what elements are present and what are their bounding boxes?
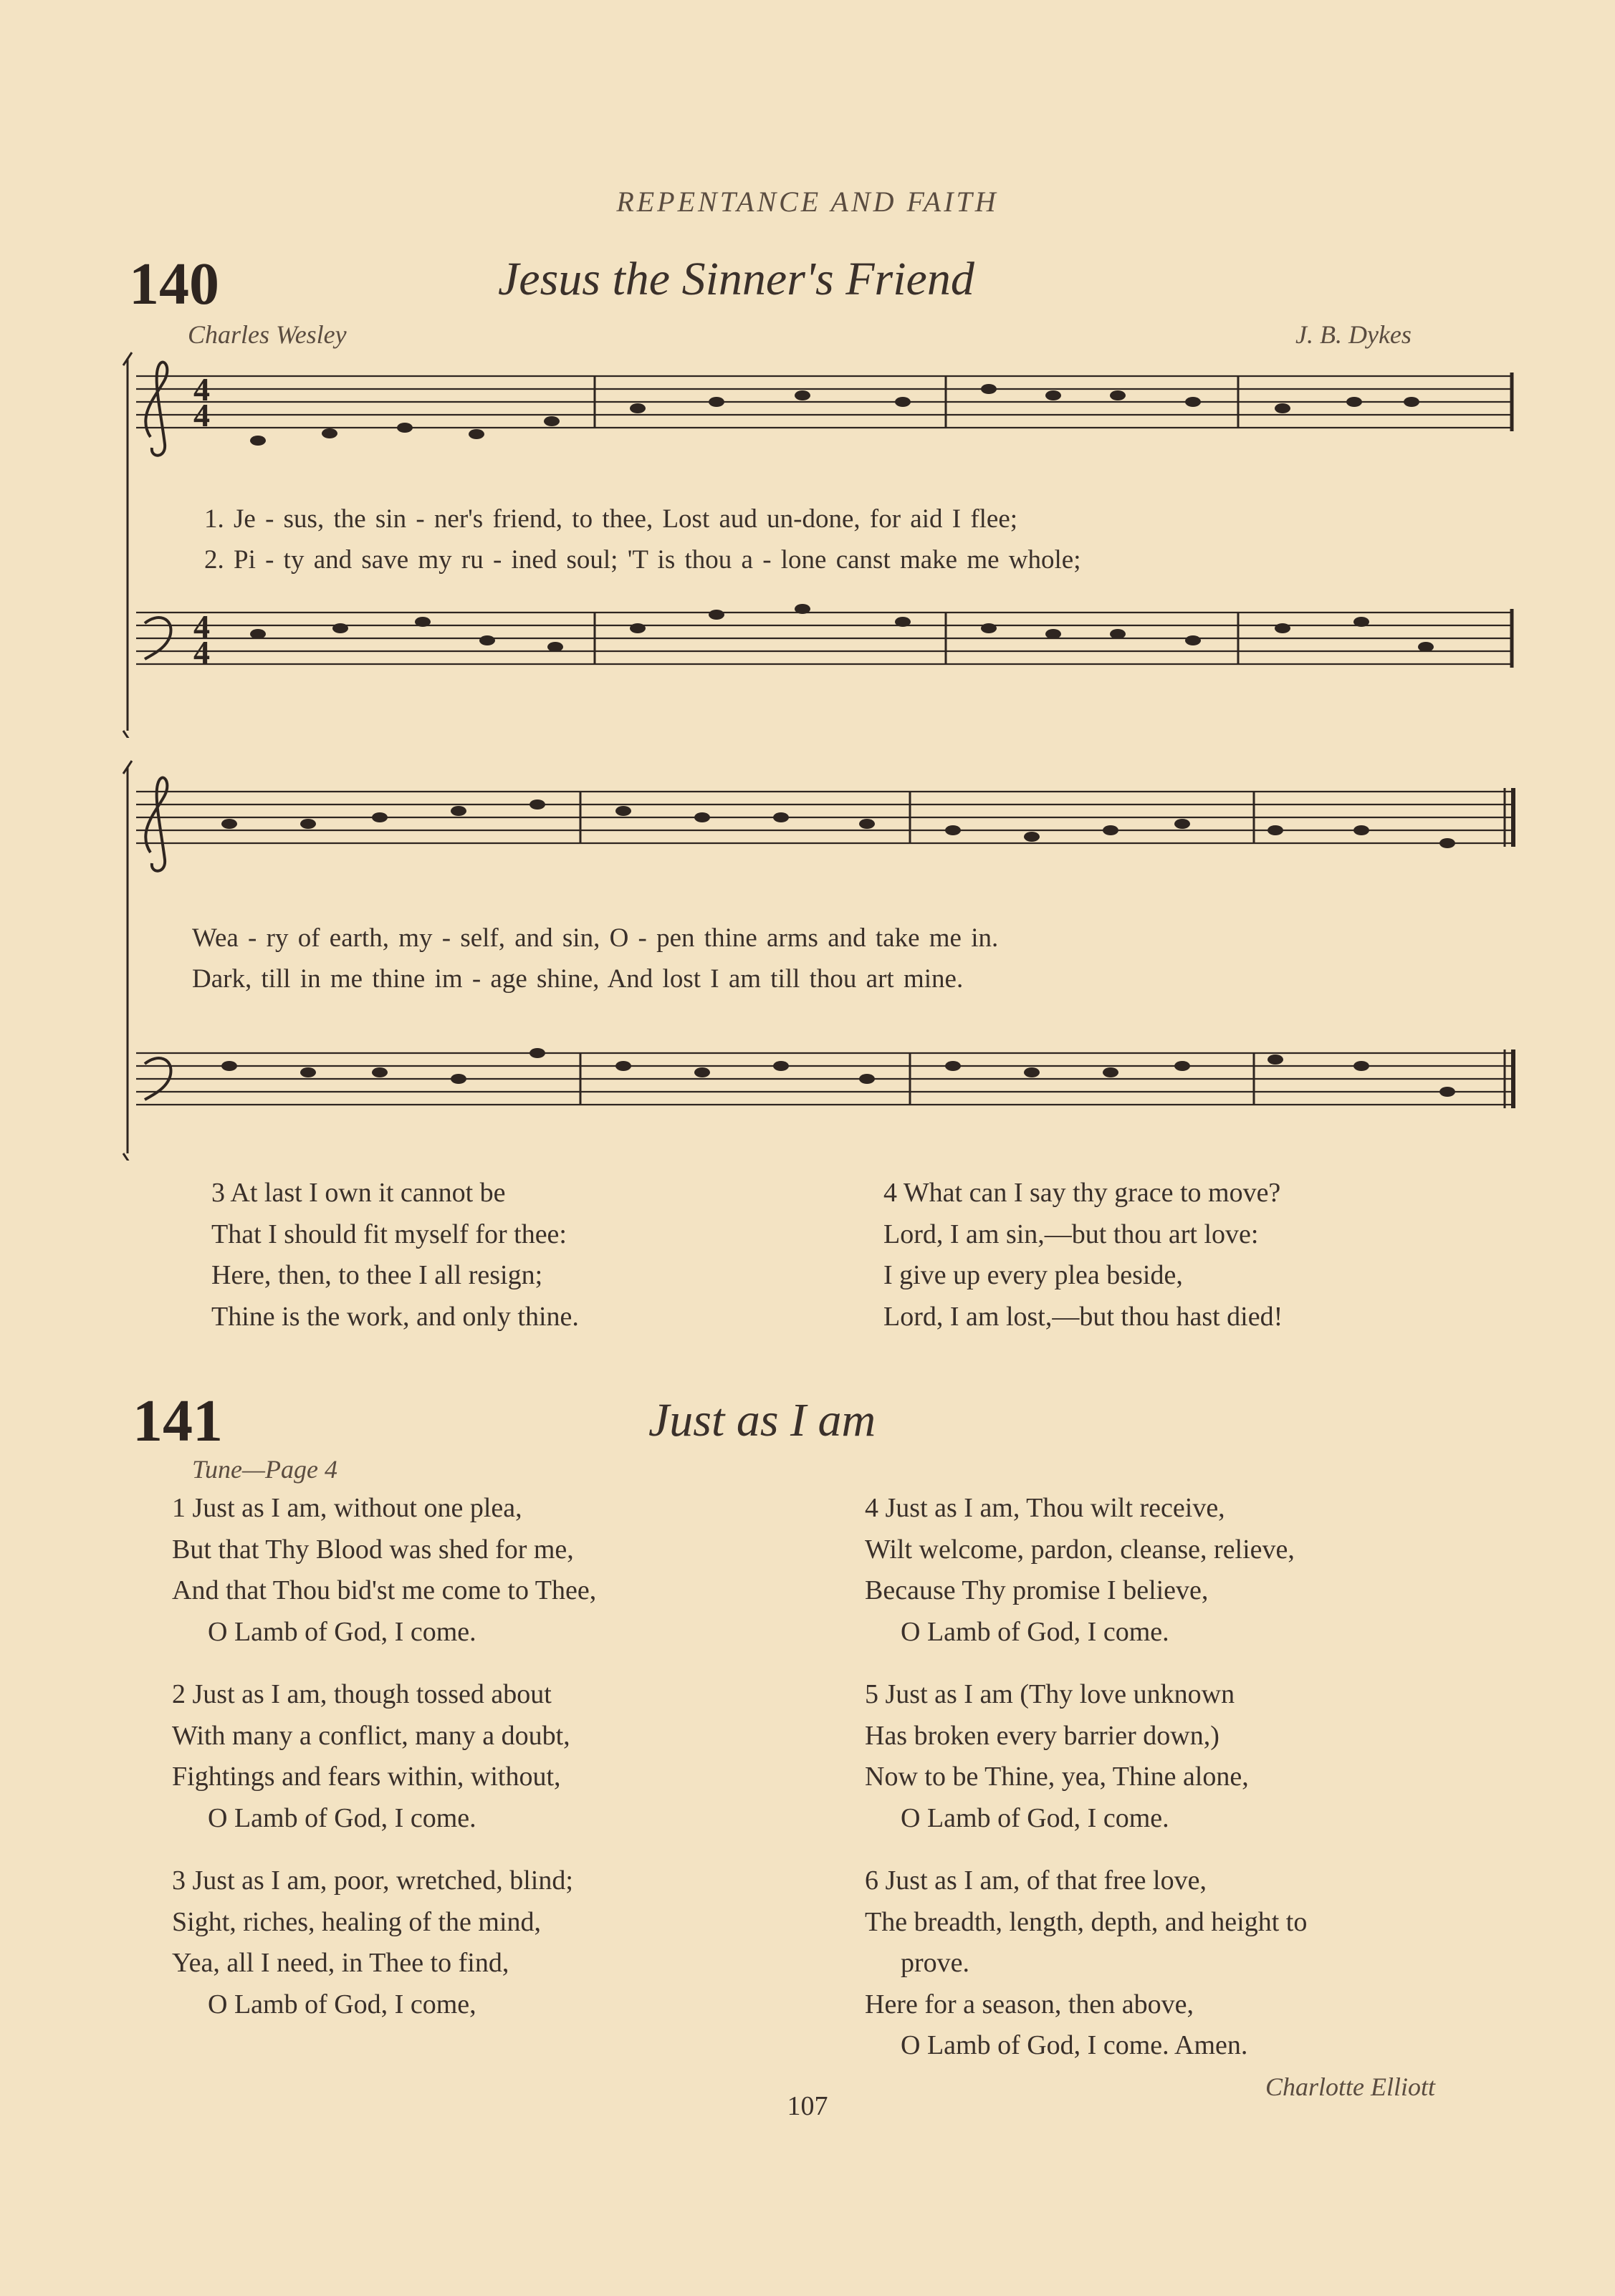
hymn-140-lyric-line-1: 1. Je - sus, the sin - ner's friend, to thee, Lost aud un-done, for aid I flee; [204, 504, 1018, 534]
verse-line: 6 Just as I am, of that free love, [865, 1865, 1207, 1896]
verse-line: Lord, I am lost,—but thou hast died! [883, 1301, 1283, 1332]
running-head: REPENTANCE AND FAITH [616, 186, 999, 218]
hymn-141-verse-1 [172, 1488, 596, 1653]
verse-refrain: O Lamb of God, I come. [901, 1616, 1169, 1647]
verse-refrain: O Lamb of God, I come. Amen. [901, 2030, 1248, 2060]
hymn-141-author: Charlotte Elliott [1265, 2072, 1436, 2101]
verse-line: Now to be Thine, yea, Thine alone, [865, 1762, 1249, 1792]
hymn-140-author: Charles Wesley [188, 320, 347, 349]
verse-line: 3 Just as I am, poor, wretched, blind; [172, 1865, 573, 1896]
hymn-141-verse-4 [865, 1488, 1307, 1653]
svg-text:4: 4 [193, 397, 210, 433]
hymn-140-lyric-line-2: 2. Pi - ty and save my ru - ined soul; 'T is thou a - lone canst make me whole; [204, 545, 1081, 575]
verse-line: 3 At last I own it cannot be [211, 1178, 506, 1208]
verse-line: 4 What can I say thy grace to move? [883, 1178, 1281, 1208]
verse-line: Lord, I am sin,—but thou art love: [883, 1219, 1259, 1249]
hymn-141-right-column [865, 1488, 1307, 2067]
verse-line: Here, then, to thee I all resign; [211, 1260, 543, 1290]
verse-line: Here for a season, then above, [865, 1989, 1194, 2019]
hymn-140-lyric-line-3: Wea - ry of earth, my - self, and sin, O - pen thine arms and take me in. [192, 923, 999, 953]
verse-line: But that Thy Blood was shed for me, [172, 1534, 574, 1565]
hymn-140-verse-3 [211, 1173, 579, 1337]
music-system-2 [122, 759, 1519, 1161]
verse-line: 5 Just as I am (Thy love unknown [865, 1679, 1235, 1709]
verse-line: 4 Just as I am, Thou wilt receive, [865, 1493, 1225, 1523]
verse-line: Wilt welcome, pardon, cleanse, relieve, [865, 1534, 1295, 1565]
verse-line: That I should fit myself for thee: [211, 1219, 567, 1249]
verse-line: The breadth, length, depth, and height to [865, 1906, 1308, 1937]
verse-line: And that Thou bid'st me come to Thee, [172, 1575, 597, 1605]
hymn-140-number: 140 [129, 251, 219, 317]
hymn-141-verse-6 [865, 1860, 1307, 2067]
hymn-141-tune-reference: Tune—Page 4 [192, 1455, 337, 1484]
hymn-141-verse-5 [865, 1674, 1307, 1839]
verse-line: Sight, riches, healing of the mind, [172, 1906, 542, 1937]
svg-text:4: 4 [193, 634, 210, 671]
hymn-141-verse-3 [172, 1860, 596, 2025]
hymn-141-title: Just as I am [648, 1394, 876, 1446]
verse-refrain: O Lamb of God, I come. [208, 1616, 476, 1647]
verse-line: 2 Just as I am, though tossed about [172, 1679, 552, 1709]
verse-refrain: O Lamb of God, I come. [208, 1802, 476, 1833]
verse-refrain: O Lamb of God, I come, [208, 1989, 476, 2019]
verse-line: With many a conflict, many a doubt, [172, 1720, 570, 1751]
verse-refrain: O Lamb of God, I come. [901, 1802, 1169, 1833]
verse-line: Fightings and fears within, without, [172, 1762, 561, 1792]
verse-line: I give up every plea beside, [883, 1260, 1183, 1290]
verse-line-continuation: prove. [901, 1948, 970, 1978]
verse-line: 1 Just as I am, without one plea, [172, 1493, 522, 1523]
verse-line: Thine is the work, and only thine. [211, 1301, 579, 1332]
hymn-140-verse-4 [883, 1173, 1283, 1337]
verse-line: Because Thy promise I believe, [865, 1575, 1209, 1605]
verse-line: Has broken every barrier down,) [865, 1720, 1219, 1751]
hymn-140-title: Jesus the Sinner's Friend [498, 253, 974, 305]
svg-text:4: 4 [193, 608, 210, 645]
hymn-141-left-column [172, 1488, 596, 2025]
hymn-141-verse-2 [172, 1674, 596, 1839]
page-number: 107 [787, 2091, 828, 2121]
hymn-140-composer: J. B. Dykes [1295, 320, 1412, 349]
hymn-140-lyric-line-4: Dark, till in me thine im - age shine, And lost I am till thou art mine. [192, 964, 964, 994]
verse-line: Yea, all I need, in Thee to find, [172, 1948, 509, 1978]
svg-text:4: 4 [193, 371, 210, 408]
hymn-141-number: 141 [133, 1388, 223, 1454]
